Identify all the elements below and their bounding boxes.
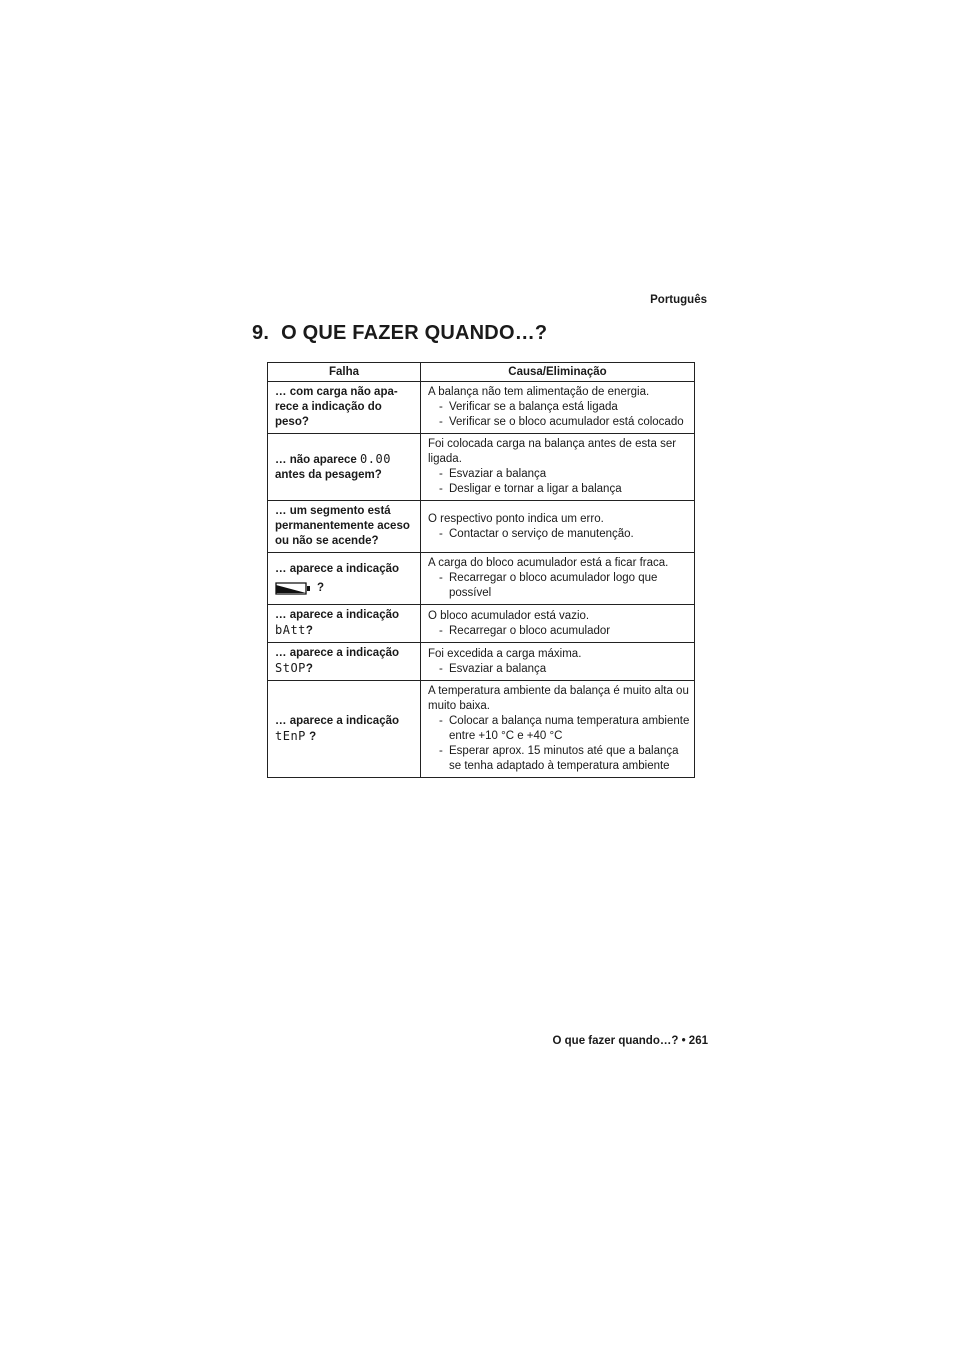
fault-suffix: ? [305, 663, 313, 675]
fault-suffix: ? [305, 625, 313, 637]
list-item: - Esperar aprox. 15 minutos até que a balança se tenha adaptado à temperatura ambiente [428, 744, 692, 774]
list-item: - Contactar o serviço de manutenção. [428, 527, 692, 542]
list-item: - Desligar e tornar a ligar a balança [428, 482, 692, 497]
fault-text: antes da pesagem? [275, 468, 382, 481]
cause-list [428, 624, 692, 639]
cause-list [428, 662, 692, 677]
cause-list [428, 400, 692, 430]
fault-text: … não aparece [275, 453, 357, 466]
cause-intro: Foi excedida a carga máxima. [428, 647, 582, 660]
section-number: 9. [252, 322, 270, 344]
table-row [268, 382, 695, 434]
section-heading [252, 322, 547, 345]
display-readout: 0.00 [360, 451, 391, 466]
list-item: - Esvaziar a balança [428, 467, 692, 482]
list-item: - Esvaziar a balança [428, 662, 692, 677]
table-row [268, 681, 695, 778]
page-footer: O que fazer quando…? • 261 [552, 1035, 708, 1047]
table-row [268, 553, 695, 605]
list-item: - Recarregar o bloco acumulador logo que possível [428, 571, 692, 601]
cause-list [428, 467, 692, 497]
list-item: - Verificar se a balança está ligada [428, 400, 692, 415]
cause-list [428, 571, 692, 601]
cause-cell [421, 553, 695, 605]
fault-cell [268, 553, 421, 605]
fault-text: … aparece a indicação [275, 714, 400, 727]
fault-text: … aparece a indicação [275, 562, 400, 575]
cause-intro: O bloco acumulador está vazio. [428, 609, 590, 622]
column-header-fault: Falha [268, 363, 421, 382]
table-row [268, 501, 695, 553]
table-row [268, 643, 695, 681]
table-row [268, 434, 695, 501]
fault-cell: … com carga não apa-rece a indicação do peso? [268, 382, 421, 434]
column-header-cause: Causa/Eliminação [421, 363, 695, 382]
language-label: Português [650, 294, 707, 306]
fault-text: … aparece a indicação [275, 647, 400, 659]
table-row [268, 605, 695, 643]
cause-cell [421, 681, 695, 778]
table-header-row [268, 363, 695, 382]
display-readout: tEnP [275, 728, 306, 743]
cause-list [428, 527, 692, 542]
fault-cell: … um segmento está permanentemente aceso ou não se acende? [268, 501, 421, 553]
cause-intro: A carga do bloco acumulador está a ficar fraca. [428, 557, 669, 569]
cause-cell [421, 434, 695, 501]
fault-cell [268, 681, 421, 778]
cause-cell [421, 643, 695, 681]
section-title: O QUE FAZER QUANDO…? [281, 322, 548, 344]
fault-text: … aparece a indicação [275, 609, 400, 621]
display-readout: bAtt [275, 623, 306, 637]
troubleshooting-table [267, 362, 695, 778]
display-readout: StOP [275, 661, 306, 675]
fault-cell [268, 605, 421, 643]
fault-suffix: ? [309, 730, 317, 743]
fault-cell [268, 434, 421, 501]
list-item: - Recarregar o bloco acumulador [428, 624, 692, 639]
cause-intro: O respectivo ponto indica um erro. [428, 512, 604, 525]
cause-cell [421, 605, 695, 643]
cause-intro: Foi colocada carga na balança antes de esta ser ligada. [428, 438, 677, 465]
cause-list [428, 714, 692, 774]
cause-intro: A temperatura ambiente da balança é muito alta ou muito baixa. [428, 685, 689, 712]
cause-intro: A balança não tem alimentação de energia. [428, 386, 650, 398]
cause-cell [421, 382, 695, 434]
battery-low-icon [275, 581, 311, 595]
fault-suffix: ? [317, 581, 325, 594]
list-item: - Colocar a balança numa temperatura ambiente entre +10 °C e +40 °C [428, 714, 692, 744]
list-item: - Verificar se o bloco acumulador está colocado [428, 415, 692, 430]
cause-cell [421, 501, 695, 553]
fault-cell [268, 643, 421, 681]
